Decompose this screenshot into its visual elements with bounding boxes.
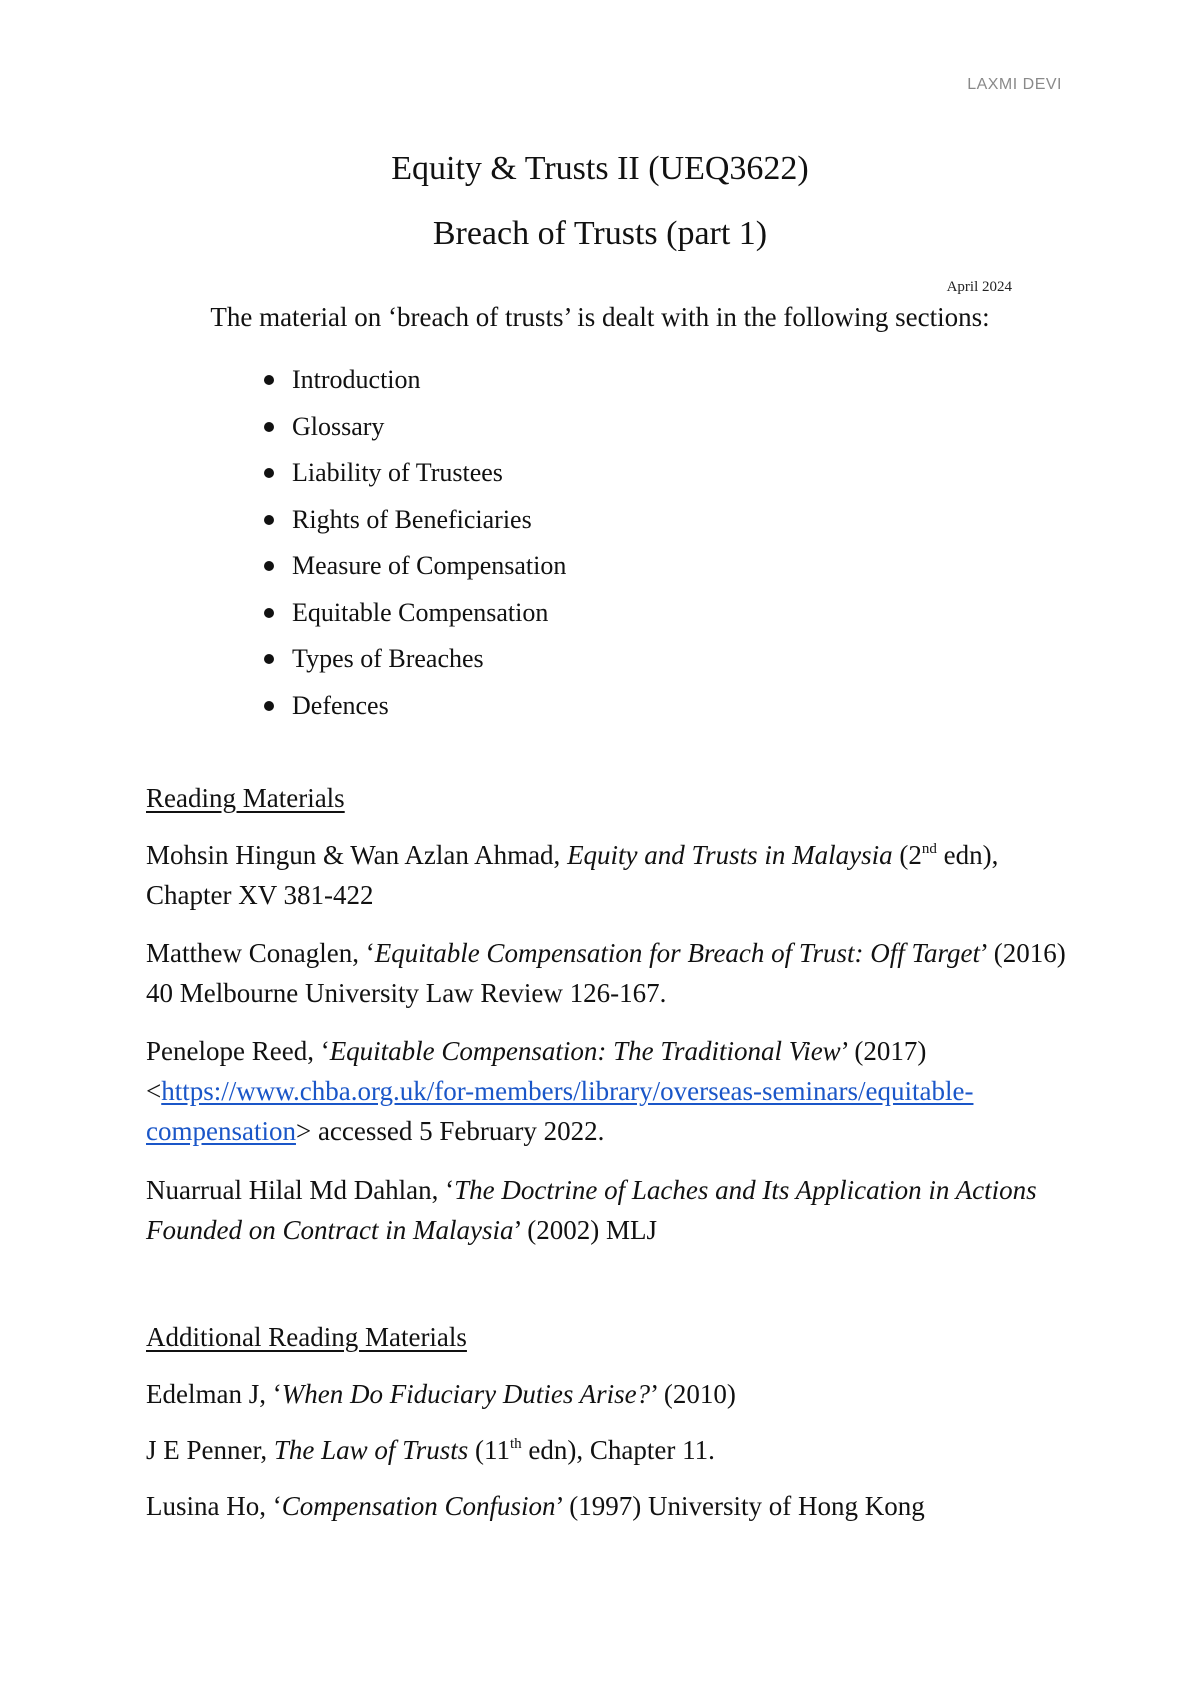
ref-title: The Law of Trusts <box>273 1435 469 1465</box>
bullet-icon <box>264 468 274 478</box>
bullet-icon <box>264 654 274 664</box>
ref-text: ’ (2002) MLJ <box>513 1215 657 1245</box>
ref-text: (11 <box>468 1435 510 1465</box>
ref-title: Equitable Compensation for Breach of Trust: Off Target <box>374 938 980 968</box>
section-label: Liability of Trustees <box>292 458 503 487</box>
list-item <box>262 595 566 642</box>
bullet-icon <box>264 561 274 571</box>
ref-text: ’ (2016) 40 Melbourne University Law Review 126-167. <box>146 938 1066 1008</box>
section-label: Types of Breaches <box>292 644 484 673</box>
page-subtitle: Breach of Trusts (part 1) <box>432 215 768 252</box>
reading-item-2 <box>146 933 1066 1013</box>
ref-text: edn), Chapter 11. <box>521 1435 715 1465</box>
additional-reading-heading: Additional Reading Materials <box>146 1322 467 1352</box>
section-label: Rights of Beneficiaries <box>292 504 532 534</box>
ref-title: Compensation Confusion <box>281 1491 556 1521</box>
reading-item-4 <box>146 1170 1066 1250</box>
section-label: Equitable Compensation <box>292 597 549 627</box>
ref-text: J E Penner, <box>146 1435 274 1465</box>
list-item <box>262 641 566 688</box>
list-item <box>262 455 566 502</box>
ref-text: Mohsin Hingun & Wan Azlan Ahmad, <box>146 840 568 870</box>
ref-text: Lusina Ho, ‘ <box>146 1491 282 1521</box>
ref-title: When Do Fiduciary Duties Arise? <box>281 1379 651 1409</box>
header-author: LAXMI DEVI <box>967 76 1062 93</box>
section-label: Defences <box>292 690 389 720</box>
list-item <box>262 409 566 456</box>
reference-link[interactable]: https://www.chba.org.uk/for-members/library/overseas-seminars/equitable-compensation <box>146 1076 974 1146</box>
list-item <box>262 502 566 549</box>
ref-title: Equity and Trusts in Malaysia <box>567 840 893 870</box>
ref-text: Nuarrual Hilal Md Dahlan, ‘ <box>146 1175 455 1205</box>
additional-item-2 <box>146 1430 1066 1470</box>
ref-superscript: nd <box>921 841 937 857</box>
section-label: Measure of Compensation <box>292 551 567 580</box>
reading-materials-heading: Reading Materials <box>146 783 345 813</box>
additional-item-1 <box>146 1374 1066 1414</box>
section-label: Glossary <box>292 411 385 441</box>
ref-superscript: th <box>509 1436 522 1452</box>
ref-text: > accessed 5 February 2022. <box>295 1116 605 1146</box>
bullet-icon <box>264 515 274 525</box>
ref-title: The Doctrine of Laches and Its Application in Actions Founded on Contract in Malaysia <box>146 1175 1037 1245</box>
ref-text: Edelman J, ‘ <box>146 1379 282 1409</box>
reading-item-1 <box>146 835 1066 915</box>
document-date: April 2024 <box>946 279 1012 295</box>
bullet-icon <box>264 375 274 385</box>
ref-text: ’ (2017) < <box>146 1036 927 1106</box>
ref-text: (2 <box>892 840 922 870</box>
ref-title: Equitable Compensation: The Traditional View <box>329 1036 841 1066</box>
list-item <box>262 548 566 595</box>
ref-text: ’ (1997) University of Hong Kong <box>555 1491 925 1521</box>
additional-item-3 <box>146 1486 1066 1526</box>
list-item <box>262 688 566 735</box>
reading-item-3 <box>146 1031 1066 1151</box>
ref-text: ’ (2010) <box>650 1379 736 1409</box>
page-title: Equity & Trusts II (UEQ3622) <box>391 150 809 187</box>
intro-text: The material on ‘breach of trusts’ is dealt with in the following sections: <box>210 302 990 332</box>
ref-text: edn), Chapter XV 381-422 <box>146 840 999 910</box>
ref-text: Matthew Conaglen, ‘ <box>146 938 375 968</box>
section-label: Introduction <box>292 365 421 394</box>
ref-text: Penelope Reed, ‘ <box>146 1036 330 1066</box>
sections-list <box>262 362 566 734</box>
bullet-icon <box>264 422 274 432</box>
bullet-icon <box>264 608 274 618</box>
list-item <box>262 362 566 409</box>
bullet-icon <box>264 701 274 711</box>
